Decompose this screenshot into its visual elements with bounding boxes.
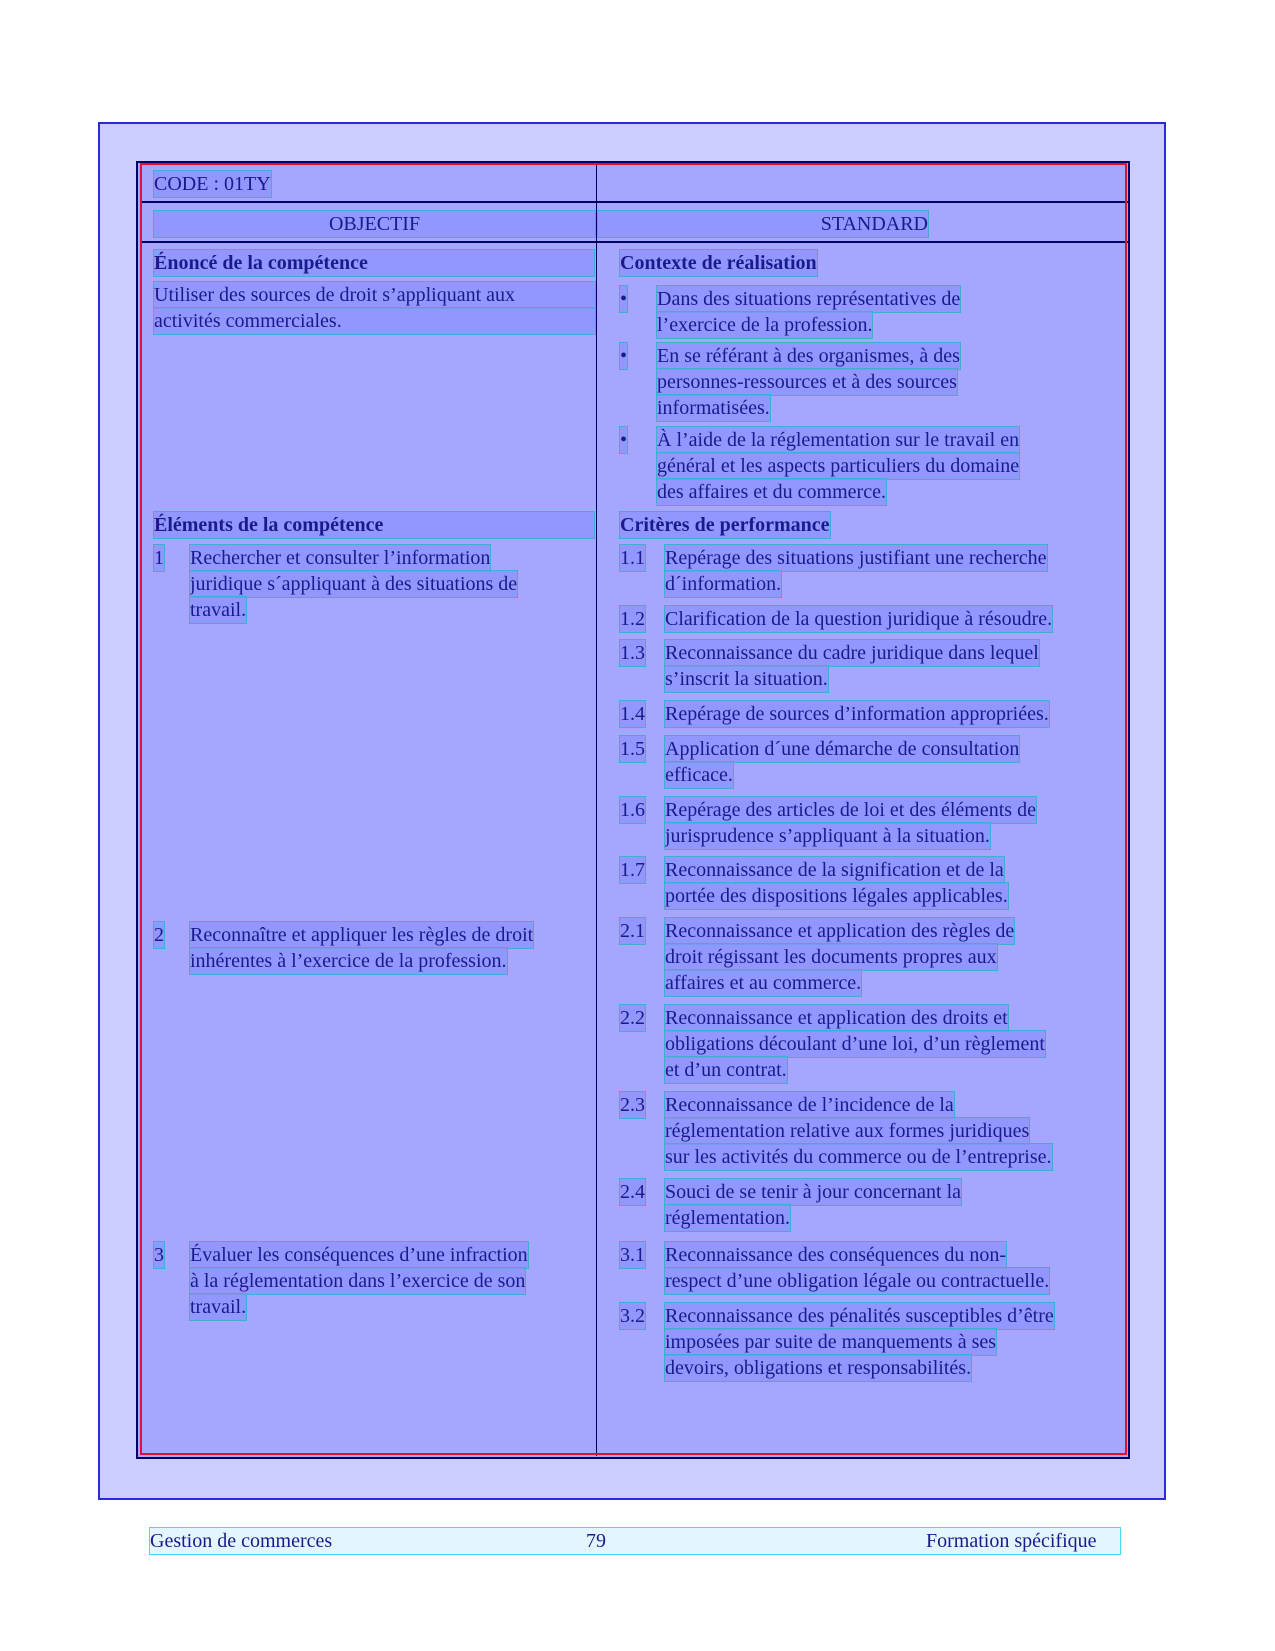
element-number: 3 [154, 1244, 164, 1266]
objectif-header: OBJECTIF [154, 211, 595, 237]
contexte-line: À l’aide de la réglementation sur le travail en [657, 429, 1020, 451]
critere-number: 1.2 [620, 608, 645, 630]
row-divider-header [140, 241, 1130, 243]
critere-number: 2.2 [620, 1007, 645, 1029]
footer-right: Formation spécifique [926, 1530, 1097, 1552]
critere-number: 1.1 [620, 547, 645, 569]
element-line: à la réglementation dans l’exercice de son [190, 1270, 526, 1292]
critere-line: Reconnaissance et application des règles de [665, 920, 1015, 942]
critere-line: jurisprudence s’appliquant à la situation. [665, 825, 990, 847]
contexte-line: l’exercice de la profession. [657, 314, 873, 336]
element-line: inhérentes à l’exercice de la profession. [190, 950, 507, 972]
standard-header: STANDARD [598, 211, 928, 237]
element-line: Reconnaître et appliquer les règles de droit [190, 924, 534, 946]
critere-number: 1.5 [620, 738, 645, 760]
critere-number: 2.4 [620, 1181, 645, 1203]
critere-line: Reconnaissance du cadre juridique dans lequel [665, 642, 1039, 664]
critere-line: Repérage de sources d’information appropriées. [665, 703, 1049, 725]
critere-line: portée des dispositions légales applicables. [665, 885, 1008, 907]
critere-line: réglementation. [665, 1207, 790, 1229]
element-line: juridique s´appliquant à des situations de [190, 573, 518, 595]
critere-number: 1.3 [620, 642, 645, 664]
critere-line: Application d´une démarche de consultation [665, 738, 1020, 760]
critere-number: 1.4 [620, 703, 645, 725]
critere-number: 3.1 [620, 1244, 645, 1266]
element-line: travail. [190, 599, 247, 621]
critere-line: d´information. [665, 573, 782, 595]
footer-left: Gestion de commerces [150, 1530, 333, 1552]
critere-number: 2.1 [620, 920, 645, 942]
enonce-title: Énoncé de la compétence [154, 250, 594, 276]
element-line: travail. [190, 1296, 247, 1318]
contexte-line: informatisées. [657, 397, 770, 419]
critere-number: 2.3 [620, 1094, 645, 1116]
contexte-line: personnes-ressources et à des sources [657, 371, 957, 393]
criteres-title: Critères de performance [620, 514, 830, 536]
row-divider-code [140, 201, 1130, 203]
critere-line: Reconnaissance de l’incidence de la [665, 1094, 954, 1116]
critere-line: s’inscrit la situation. [665, 668, 828, 690]
critere-line: respect d’une obligation légale ou contractuelle. [665, 1270, 1050, 1292]
critere-line: Reconnaissance des conséquences du non- [665, 1244, 1006, 1266]
critere-line: sur les activités du commerce ou de l’entreprise. [665, 1146, 1052, 1168]
critere-line: réglementation relative aux formes juridiques [665, 1120, 1030, 1142]
contexte-line: En se référant à des organismes, à des [657, 345, 960, 367]
contexte-line: Dans des situations représentatives de [657, 288, 961, 310]
bullet-icon: • [620, 288, 628, 310]
element-line: Rechercher et consulter l’information [190, 547, 491, 569]
critere-line: Reconnaissance de la signification et de la [665, 859, 1004, 881]
code-label: CODE : 01TY [154, 173, 271, 195]
column-divider [596, 163, 597, 1456]
critere-line: imposées par suite de manquements à ses [665, 1331, 997, 1353]
enonce-line: activités commerciales. [154, 308, 595, 334]
critere-line: Repérage des articles de loi et des éléments de [665, 799, 1036, 821]
critere-line: Repérage des situations justifiant une recherche [665, 547, 1047, 569]
enonce-line: Utiliser des sources de droit s’appliquant aux [154, 282, 595, 308]
critere-line: et d’un contrat. [665, 1059, 787, 1081]
critere-line: droit régissant les documents propres aux [665, 946, 997, 968]
footer-page-number: 79 [586, 1530, 606, 1552]
element-number: 2 [154, 924, 164, 946]
element-number: 1 [154, 547, 164, 569]
critere-line: efficace. [665, 764, 733, 786]
critere-number: 1.6 [620, 799, 645, 821]
critere-line: Reconnaissance et application des droits et [665, 1007, 1008, 1029]
critere-line: Reconnaissance des pénalités susceptibles d’être [665, 1305, 1054, 1327]
element-line: Évaluer les conséquences d’une infraction [190, 1244, 528, 1266]
critere-line: devoirs, obligations et responsabilités. [665, 1357, 972, 1379]
bullet-icon: • [620, 345, 628, 367]
critere-line: obligations découlant d’une loi, d’un règlement [665, 1033, 1045, 1055]
contexte-line: des affaires et du commerce. [657, 481, 886, 503]
bullet-icon: • [620, 429, 628, 451]
contexte-title: Contexte de réalisation [620, 252, 817, 274]
critere-line: Souci de se tenir à jour concernant la [665, 1181, 961, 1203]
critere-number: 3.2 [620, 1305, 645, 1327]
critere-line: affaires et au commerce. [665, 972, 862, 994]
contexte-line: général et les aspects particuliers du domaine [657, 455, 1020, 477]
critere-line: Clarification de la question juridique à résoudre. [665, 608, 1053, 630]
elements-title: Éléments de la compétence [154, 512, 594, 538]
critere-number: 1.7 [620, 859, 645, 881]
